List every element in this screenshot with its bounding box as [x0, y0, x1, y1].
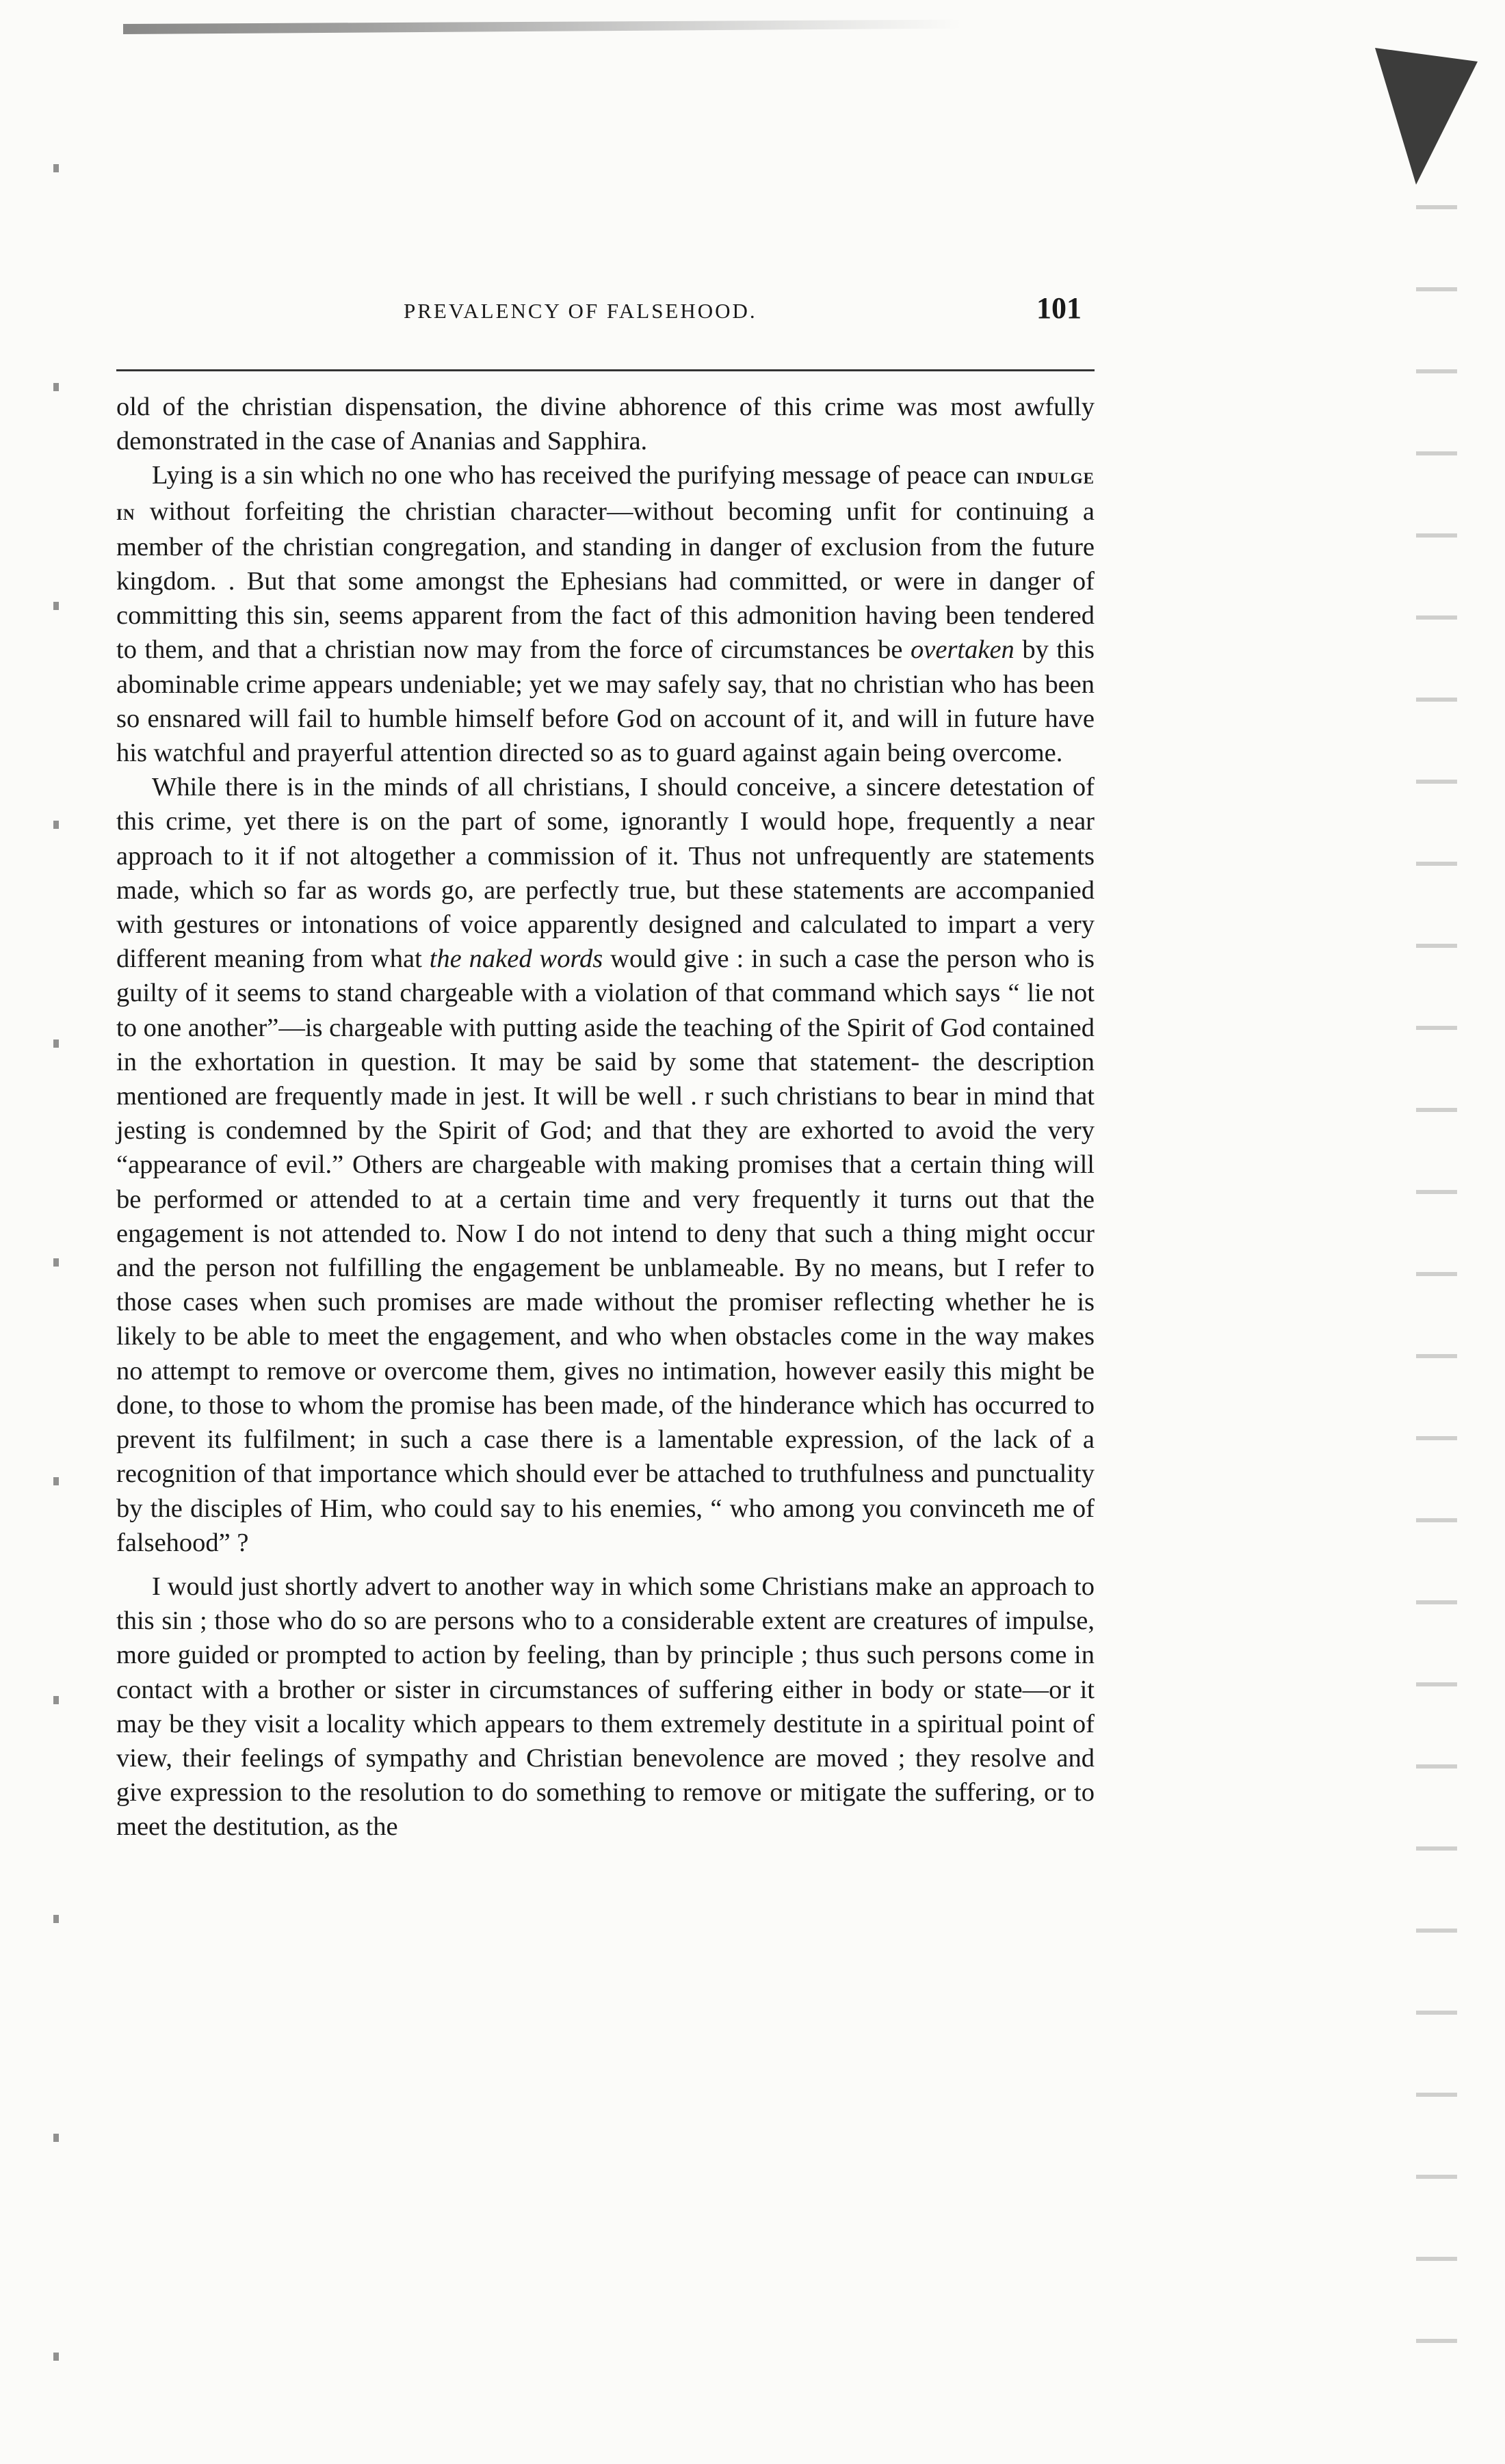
paragraph-4	[116, 1569, 1095, 1844]
scan-noise-top	[123, 18, 1320, 38]
running-head	[116, 291, 1108, 332]
italic-segment: overtaken	[911, 635, 1015, 665]
body-text	[116, 390, 1095, 1844]
running-title: PREVALENCY OF FALSEHOOD.	[404, 299, 757, 323]
page-number: 101	[1036, 291, 1082, 325]
text-segment: would give : in such a case the person who is guilty of it seems to stand chargeable with a violation of that command which says “ lie not to one another”—is chargeable with putting aside the teaching of the Spirit of God contained in the exhortation in question. It may be said by some that statement- the description mentioned are frequently made in jest. It will be well . r such christians to bear in mind that jesting is condemned by the Spirit of God; and that they are exhorted to avoid the very “appearance of evil.” Others are chargeable with making promises that a certain thing will be performed or attended to at a certain time and very frequently it turns out that the engagement is not attended to. Now I do not intend to deny that such a thing might occur and the person not fulfilling the engagement be unblameable. By no means, but I refer to those cases when such promises are made without the promiser reflecting whether he is likely to be able to meet the engagement, and who when obstacles come in the way makes no attempt to remove or overcome them, gives no intimation, however easily this might be done, to those to whom the promise has been made, of the hinderance which has occurred to prevent its fulfilment; in such a case there is a lamentable expression, of the lack of a recognition of that importance which should ever be attached to truthfulness and punctuality by the disciples of Him, who could say to his enemies, “ who among you convinceth me of falsehood” ?	[116, 944, 1095, 1557]
text-segment: While there is in the minds of all christians, I should conceive, a sincere detestation of this crime, yet there is on the part of some, ignorantly I would hope, frequently a near approach to it if not altogether a commission of it. Thus not unfrequently are statements made, which so far as words go, are perfectly true, but these statements are accompanied with gestures or intonations of voice apparently designed and calculated to impart a very different meaning from what	[116, 773, 1095, 974]
text-segment: I would just shortly advert to another way in which some Christians make an approach to this sin ; those who do so are persons who to a considerable extent are creatures of impulse, more guided or prompted to action by feeling, than by principle ; thus such persons come in contact with a brother or sister in circumstances of suffering either in body or state—or it may be they visit a locality which appears to them extremely destitute in a spiritual point of view, their feelings of sympathy and Christian benevolence are moved ; they resolve and give expression to the resolution to do something to remove or mitigate the suffering, or to meet the destitution, as the	[116, 1572, 1095, 1842]
text-segment: without forfeiting the christian character—without becoming unfit for continuing a member of the christian congregation, and standing in danger of exclusion from the future kingdom. . But that some amongst the Ephesians had committed, or were in danger of committing this sin, seems apparent from the fact of this admonition having been tendered to them, and that a christian now may from the force of circumstances be	[116, 496, 1095, 665]
text-segment: old of the christian dispensation, the divine abhorence of this crime was most awfully demonstrated in the case of Ananias and Sapphira.	[116, 393, 1095, 456]
paragraph-2	[116, 458, 1095, 770]
paragraph-3	[116, 770, 1095, 1560]
italic-segment: the naked words	[429, 944, 603, 974]
smallcaps-segment: indulge in	[116, 464, 1095, 525]
header-rule	[116, 369, 1095, 371]
scan-dark-corner	[1375, 48, 1478, 185]
scan-left-edge-artifact	[53, 55, 59, 2380]
scan-right-edge-artifact	[1416, 178, 1457, 2366]
text-segment: by this abominable crime appears undeniable; yet we may safely say, that no christian who has been so ensnared will fail to humble himself before God on account of it, and will in future have his watchful and prayerful attention directed so as to guard against again being overcome.	[116, 635, 1095, 768]
text-segment: Lying is a sin which no one who has received the purifying message of peace can	[152, 461, 1017, 490]
paragraph-1	[116, 390, 1095, 458]
